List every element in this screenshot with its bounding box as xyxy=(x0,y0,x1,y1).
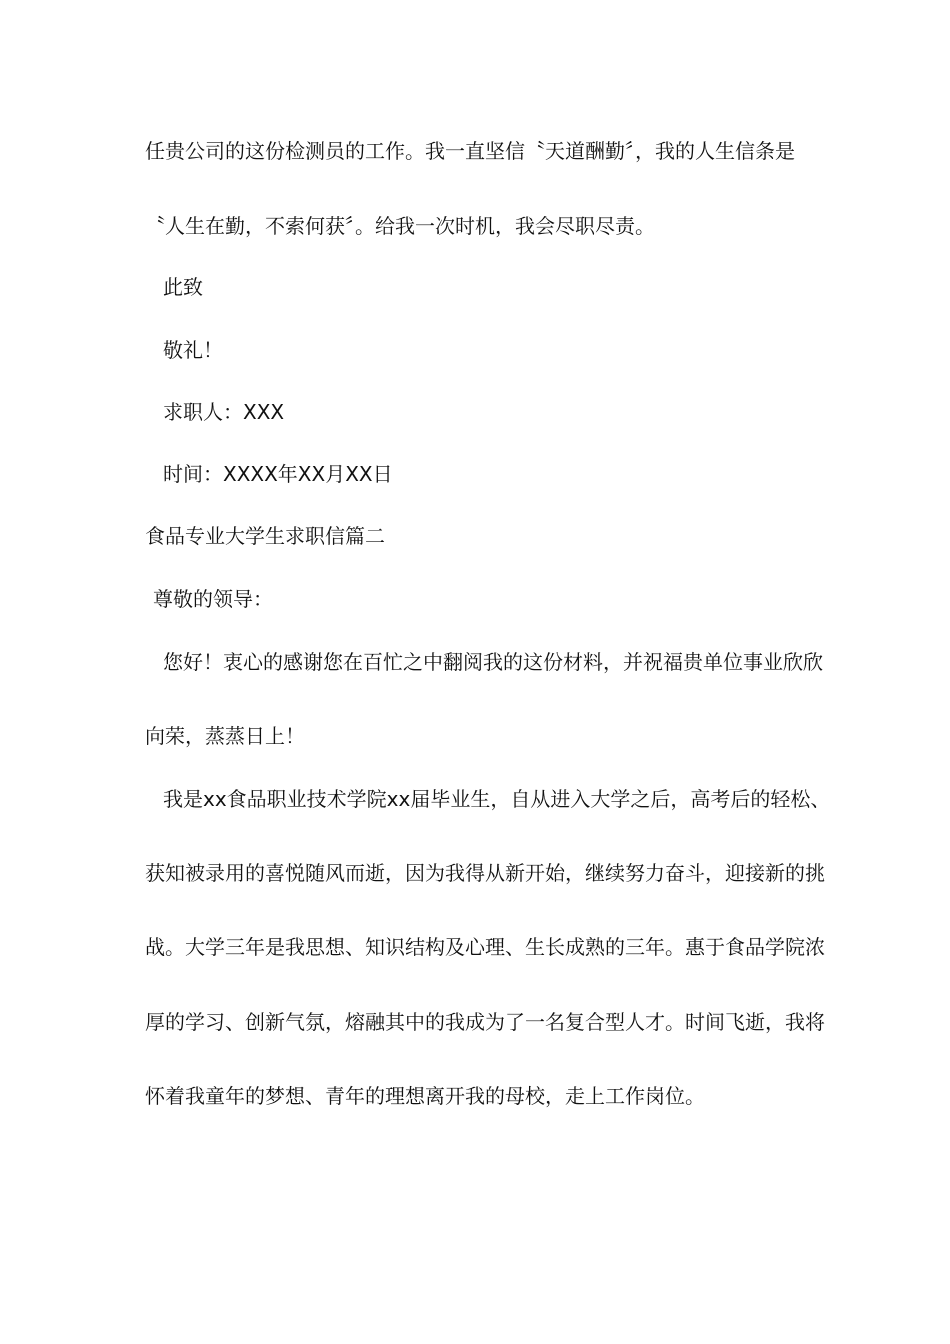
paragraph-line: 厚的学习、创新气氛，熔融其中的我成为了一名复合型人才。时间飞逝，我将 xyxy=(145,1010,825,1034)
paragraph-line: 您好！衷心的感谢您在百忙之中翻阅我的这份材料，并祝福贵单位事业欣欣 xyxy=(163,650,823,674)
paragraph-line: 我是xx食品职业技术学院xx届毕业生，自从进入大学之后，高考后的轻松、 xyxy=(163,787,831,811)
salutation-closing: 敬礼！ xyxy=(163,338,223,362)
closing-phrase: 此致 xyxy=(163,275,203,299)
paragraph-line: 〝人生在勤，不索何获〞。给我一次时机，我会尽职尽责。 xyxy=(145,214,655,238)
salutation: 尊敬的领导： xyxy=(153,587,273,611)
applicant-name: 求职人：XXX xyxy=(163,400,285,424)
paragraph-line: 获知被录用的喜悦随风而逝，因为我得从新开始，继续努力奋斗，迎接新的挑 xyxy=(145,861,825,885)
letter-date: 时间：XXXX年XX月XX日 xyxy=(163,462,393,486)
paragraph-line: 任贵公司的这份检测员的工作。我一直坚信〝天道酬勤〞，我的人生信条是 xyxy=(145,139,795,163)
paragraph-line: 战。大学三年是我思想、知识结构及心理、生长成熟的三年。惠于食品学院浓 xyxy=(145,935,825,959)
paragraph-line: 向荣，蒸蒸日上！ xyxy=(145,724,305,748)
paragraph-line: 怀着我童年的梦想、青年的理想离开我的母校，走上工作岗位。 xyxy=(145,1084,705,1108)
section-heading: 食品专业大学生求职信篇二 xyxy=(145,524,385,548)
